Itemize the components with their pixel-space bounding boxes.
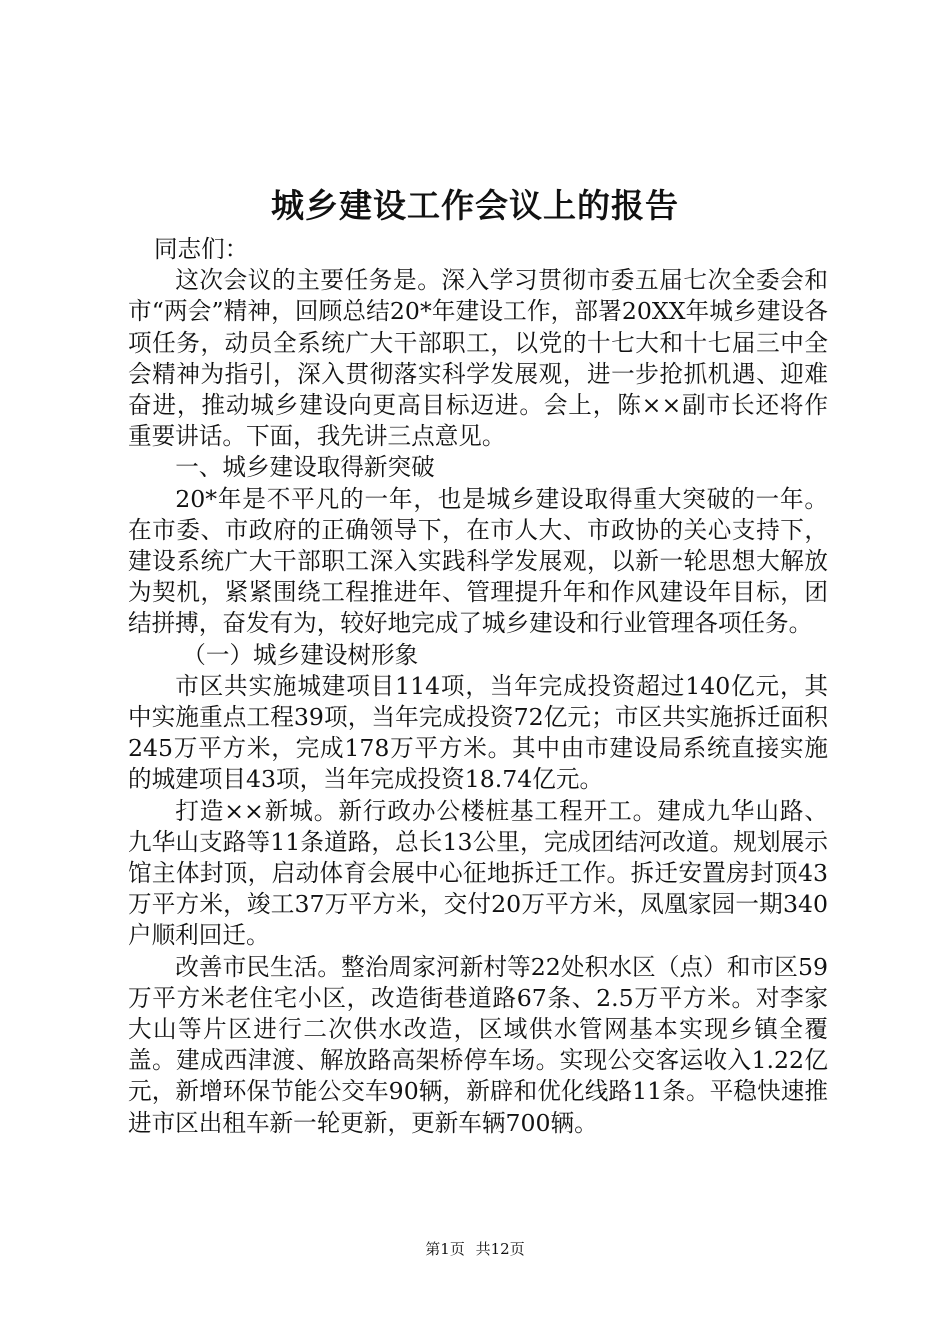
body-paragraph: 市区共实施城建项目114项，当年完成投资超过140亿元，其中实施重点工程39项，当年完成投资72亿元；市区共实施拆迁面积245万平方米，完成178万平方米。其中由市建设局系统直接实施的城建项目43项，当年完成投资18.74亿元。: [128, 671, 828, 794]
body-paragraph: 改善市民生活。整治周家河新村等22处积水区（点）和市区59万平方米老住宅小区，改造街巷道路67条、2.5万平方米。对李家大山等片区进行二次供水改造，区域供水管网基本实现乡镇全覆盖。建成西津渡、解放路高架桥停车场。实现公交客运收入1.22亿元，新增环保节能公交车90辆，新辟和优化线路11条。平稳快速推进市区出租车新一轮更新，更新车辆700辆。: [128, 952, 828, 1137]
intro-paragraph: 这次会议的主要任务是。深入学习贯彻市委五届七次全委会和市“两会”精神，回顾总结20*年建设工作，部署20XX年城乡建设各项任务，动员全系统广大干部职工，以党的十七大和十七届三中全会精神为指引，深入贯彻落实科学发展观，进一步抢抓机遇、迎难奋进，推动城乡建设向更高目标迈进。会上，陈××副市长还将作重要讲话。下面，我先讲三点意见。: [128, 266, 828, 451]
document-body: [128, 234, 828, 1139]
document-title: 城乡建设工作会议上的报告: [271, 186, 679, 225]
page-total: 共12页: [475, 1240, 525, 1258]
section-paragraph: 20*年是不平凡的一年，也是城乡建设取得重大突破的一年。在市委、市政府的正确领导下，在市人大、市政协的关心支持下，建设系统广大干部职工深入实践科学发展观，以新一轮思想大解放为契机，紧紧围绕工程推进年、管理提升年和作风建设年目标，团结拼搏，奋发有为，较好地完成了城乡建设和行业管理各项任务。: [128, 484, 828, 638]
subsection-heading: （一）城乡建设树形象: [182, 640, 419, 669]
body-paragraph: 打造××新城。新行政办公楼桩基工程开工。建成九华山路、九华山支路等11条道路，总长13公里，完成团结河改道。规划展示馆主体封顶，启动体育会展中心征地拆迁工作。拆迁安置房封顶43万平方米，竣工37万平方米，交付20万平方米，凤凰家园一期340户顺利回迁。: [128, 796, 828, 950]
section-heading: 一、城乡建设取得新突破: [175, 453, 435, 482]
salutation: 同志们：: [153, 235, 249, 263]
page-footer: [0, 1239, 950, 1259]
page-number: 第1页: [425, 1240, 465, 1258]
